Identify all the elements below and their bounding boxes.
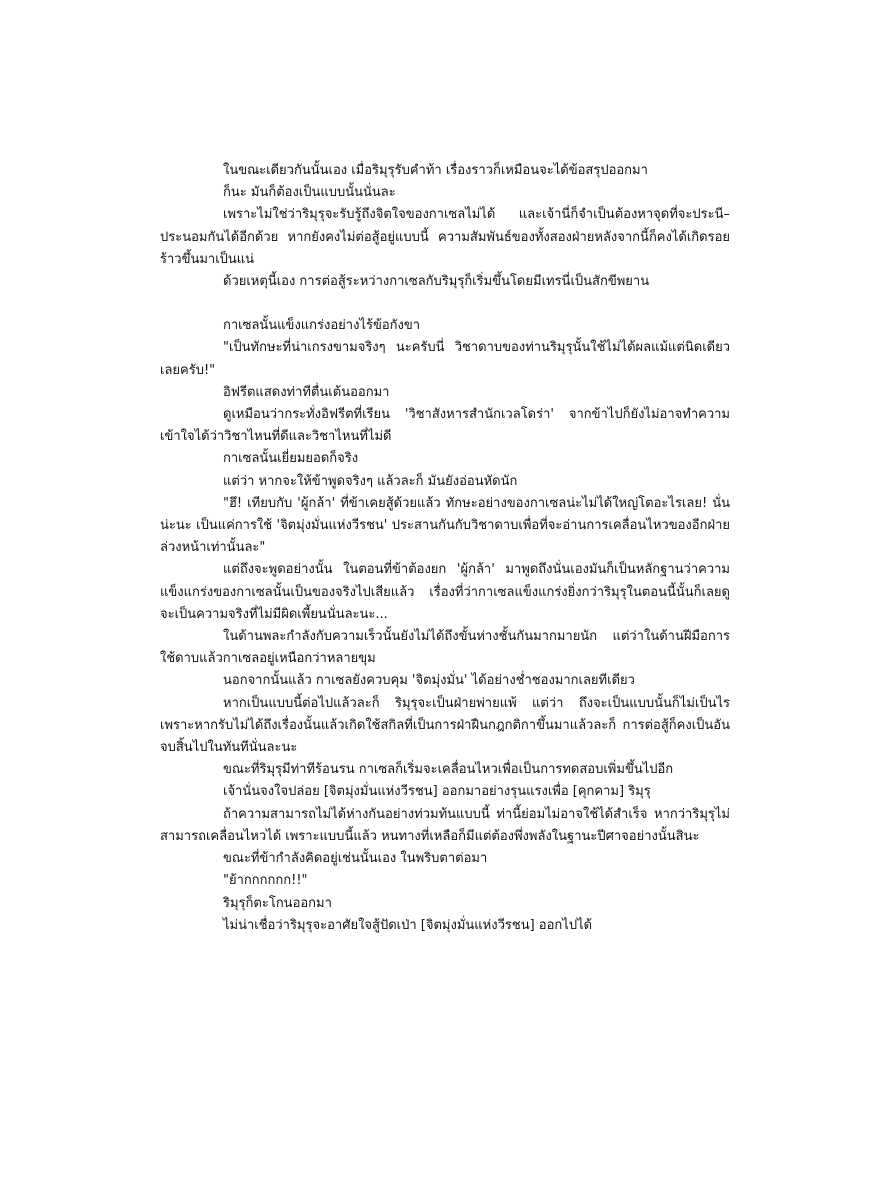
paragraph: ก็นะ มันก็ต้องเป็นแบบนั้นนั่นละ — [223, 185, 396, 201]
dialogue-paragraph: "เป็นทักษะที่น่าเกรงขามจริงๆ นะครับนี่ วิชาดาบของท่านริมุรุนั้นใช้ไม่ได้ผลแม้แต่นิดเดียวเลยครับ!" — [160, 340, 730, 378]
paragraph: กาเซลนั้นเยี่ยมยอดก็จริง — [223, 451, 359, 467]
paragraph: ถ้าความสามารถไม่ได้ห่างกันอย่างท่วมท้นแบบนี้ ท่านี้ย่อมไม่อาจใช้ได้สำเร็จ หากว่าริมุรุไม่สามารถเคลื่อนไหวได้ เพราะแบบนี้แล้ว หนทางที่เหลือก็มีแต่ต้องพึ่งพลังในฐานะปีศาจอย่างนั้นสินะ — [160, 806, 730, 844]
paragraph: ไม่น่าเชื่อว่าริมุรุจะอาศัยใจสู้ปัดเป่า [จิตมุ่งมั่นแห่งวีรชน] ออกไปได้ — [223, 917, 593, 933]
story-text — [160, 160, 730, 937]
paragraph: ริมุรุก็ตะโกนออกมา — [223, 895, 332, 911]
dialogue-paragraph: "ฮึ! เทียบกับ 'ผู้กล้า' ที่ข้าเคยสู้ด้วยแล้ว ทักษะอย่างของกาเซลน่ะไม่ได้ใหญ่โตอะไรเลย! นั่นน่ะนะ เป็นแค่การใช้ 'จิตมุ่งมั่นแห่งวีรชน' ประสานกันกับวิชาดาบเพื่อที่จะอ่านการเคลื่อนไหวของอีกฝ่ายล่วงหน้าเท่านั้นละ" — [160, 495, 730, 556]
paragraph: ขณะที่ริมุรุมีท่าทีร้อนรน กาเซลก็เริ่มจะเคลื่อนไหวเพื่อเป็นการทดสอบเพิ่มขึ้นไปอีก — [223, 762, 674, 778]
paragraph: เพราะไม่ใช่ว่าริมุรุจะรับรู้ถึงจิตใจของกาเซลไม่ได้ และเจ้านี่ก็จำเป็นต้องหาจุดที่จะประนี–ประนอมกันได้อีกด้วย หากยังคงไม่ต่อสู้อยู่แบบนี้ ความสัมพันธ์ของทั้งสองฝ่ายหลังจากนี้ก็คงได้เกิดรอยร้าวขึ้นมาเป็นแน่ — [160, 207, 730, 267]
paragraph: เจ้านั่นจงใจปล่อย [จิตมุ่งมั่นแห่งวีรชน] ออกมาอย่างรุนแรงเพื่อ [คุกคาม] ริมุรุ — [223, 784, 651, 800]
scene-break — [160, 293, 730, 315]
paragraph: กาเซลนั้นแข็งแกร่งอย่างไร้ข้อกังขา — [223, 318, 421, 334]
paragraph: ในขณะเดียวกันนั้นเอง เมื่อริมุรุรับคำท้า เรื่องราวก็เหมือนจะได้ข้อสรุปออกมา — [223, 163, 648, 178]
paragraph: ดูเหมือนว่ากระทั่งอิฟรีตที่เรียน 'วิชาสังหารสำนักเวลโดร่า' จากข้าไปก็ยังไม่อาจทำความเข้าใจได้ว่าวิชาไหนที่ดีและวิชาไหนที่ไม่ดี — [160, 407, 730, 445]
paragraph: แต่ว่า หากจะให้ข้าพูดจริงๆ แล้วละก็ มันยังอ่อนหัดนัก — [223, 473, 518, 489]
paragraph: ขณะที่ข้ากำลังคิดอยู่เช่นนั้นเอง ในพริบตาต่อมา — [223, 851, 488, 867]
paragraph: ด้วยเหตุนี้เอง การต่อสู้ระหว่างกาเซลกับริมุรุก็เริ่มขึ้นโดยมีเทรนี่เป็นสักขีพยาน — [223, 274, 650, 290]
paragraph: ในด้านพละกำลังกับความเร็วนั้นยังไม่ได้ถึงขั้นห่างชั้นกันมากมายนัก แต่ว่าในด้านฝีมือการใช้ดาบแล้วกาเซลอยู่เหนือกว่าหลายขุม — [160, 629, 730, 667]
paragraph: นอกจากนั้นแล้ว กาเซลยังควบคุม 'จิตมุ่งมั่น' ได้อย่างช่ำชองมากเลยทีเดียว — [223, 673, 635, 689]
paragraph: อิฟรีตแสดงท่าทีตื่นเต้นออกมา — [223, 384, 390, 400]
dialogue-paragraph: "ย้ากกกกกก!!" — [223, 873, 308, 889]
paragraph: แต่ถึงจะพูดอย่างนั้น ในตอนที่ข้าต้องยก 'ผู้กล้า' มาพูดถึงนั่นเองมันก็เป็นหลักฐานว่าความแข็งแกร่งของกาเซลนั้นเป็นของจริงไปเสียแล้ว เรื่องที่ว่ากาเซลแข็งแกร่งยิ่งกว่าริมุรุในตอนนี้นั้นก็เลยดูจะเป็นความจริงที่ไม่มีผิดเพี้ยนนั่นละนะ... — [160, 562, 730, 622]
paragraph: หากเป็นแบบนี้ต่อไปแล้วละก็ ริมุรุจะเป็นฝ่ายพ่ายแพ้ แต่ว่า ถึงจะเป็นแบบนั้นก็ไม่เป็นไร เพราะหากรับไม่ได้ถึงเรื่องนั้นแล้วเกิดใช้สกิลที่เป็นการฝ่าฝืนกฎกติกาขึ้นมาแล้วละก็ การต่อสู้ก็คงเป็นอันจบสิ้นไปในทันทีนั่นละนะ — [160, 695, 730, 756]
